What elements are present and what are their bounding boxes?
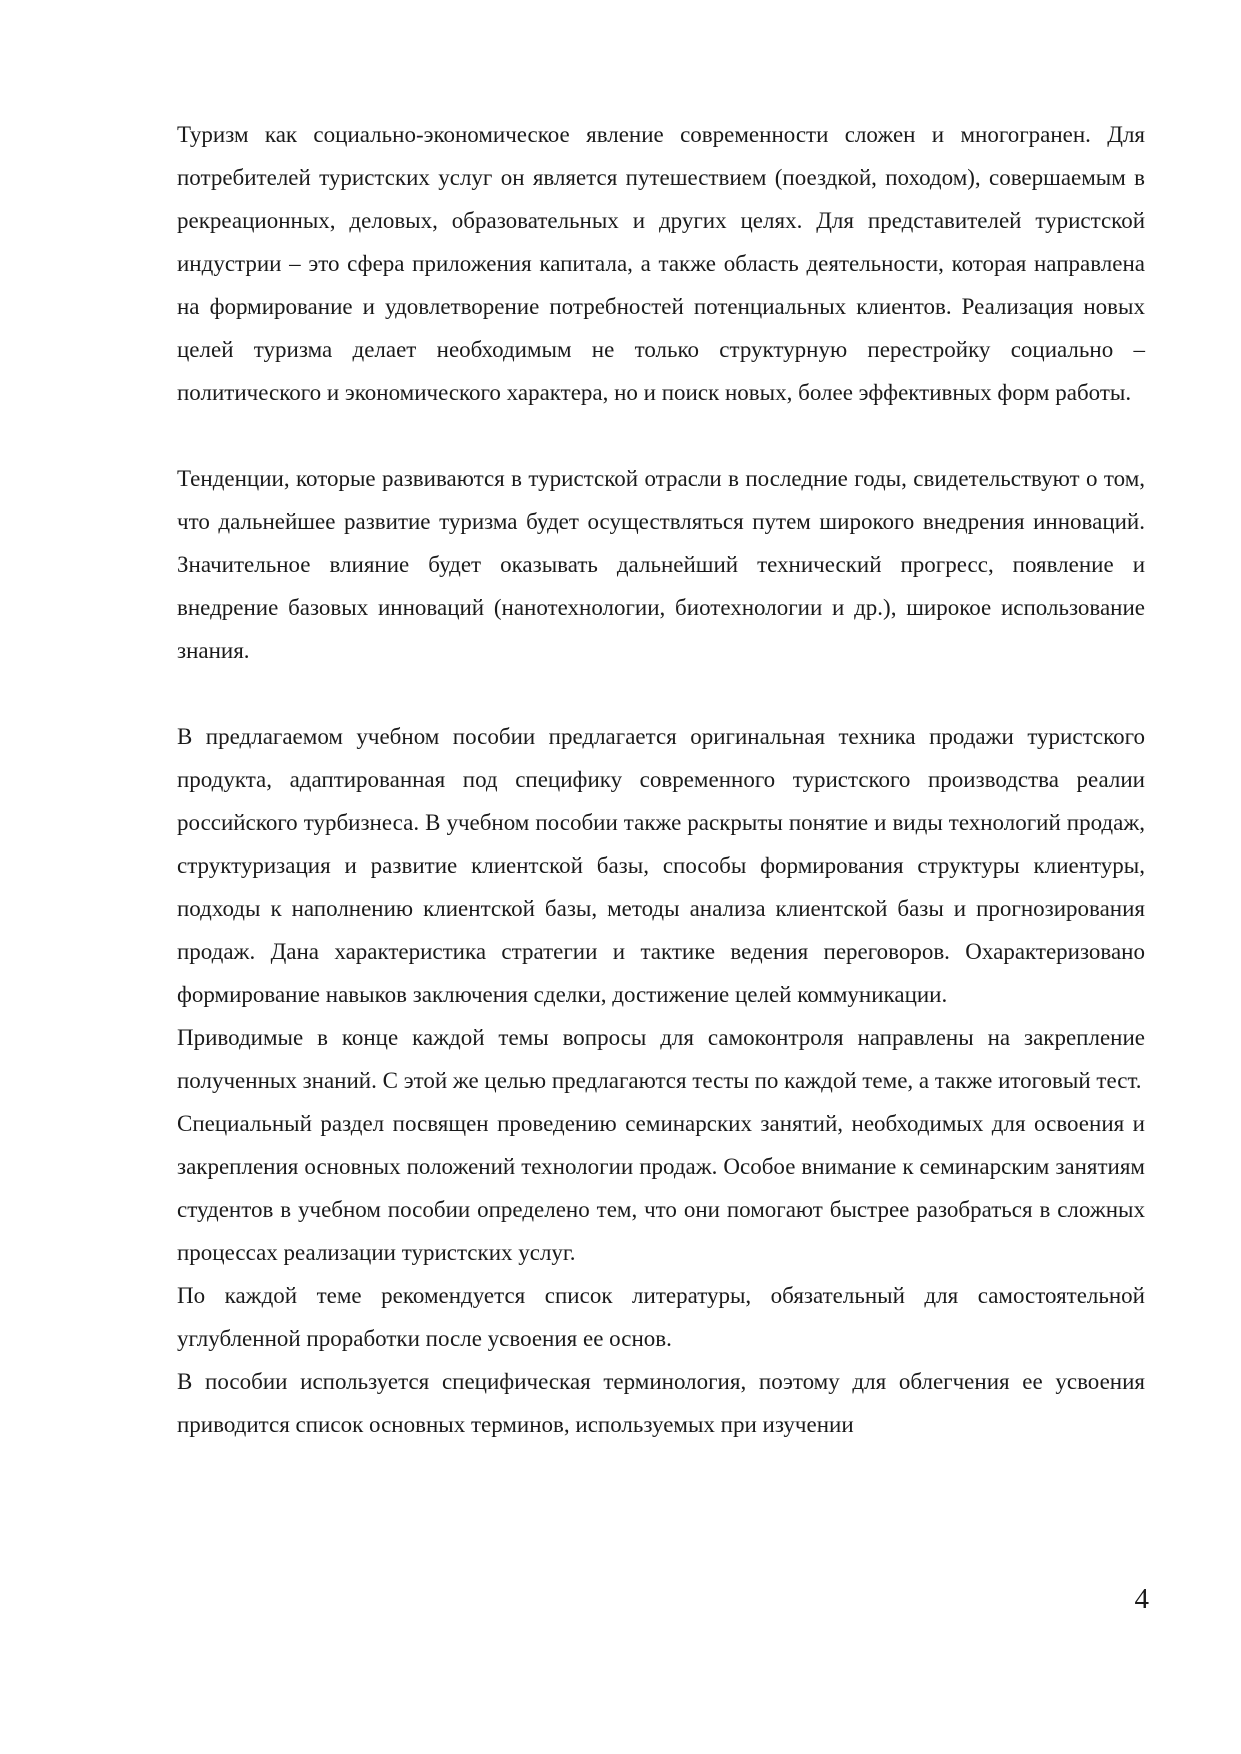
body-text — [177, 113, 1145, 1446]
paragraph-seminars: Специальный раздел посвящен проведению семинарских занятий, необходимых для освоения и закрепления основных положений технологии продаж. Особое внимание к семинарским занятиям студентов в учебном пособии определено тем, что они помогают быстрее разобраться в сложных процессах реализации туристских услуг. — [177, 1111, 1145, 1265]
paragraph-terminology: В пособии используется специфическая терминология, поэтому для облегчения ее усвоения приводится список основных терминов, используемых при изучении — [177, 1369, 1145, 1437]
paragraph-trends: Тенденции, которые развиваются в туристской отрасли в последние годы, свидетельствуют о том, что дальнейшее развитие туризма будет осуществляться путем широкого внедрения инноваций. Значительное влияние будет оказывать дальнейший технический прогресс, появление и внедрение базовых инноваций (нанотехнологии, биотехнологии и др.), широкое использование знания. — [177, 466, 1145, 663]
paragraph-tourism-intro: Туризм как социально-экономическое явление современности сложен и многогранен. Для потребителей туристских услуг он является путешествием (поездкой, походом), совершаемым в рекреационных, деловых, образовательных и других целях. Для представителей туристской индустрии – это сфера приложения капитала, а также область деятельности, которая направлена на формирование и удовлетворение потребностей потенциальных клиентов. Реализация новых целей туризма делает необходимым не только структурную перестройку социально – политического и экономического характера, но и поиск новых, более эффективных форм работы. — [177, 122, 1145, 405]
page-number: 4 — [1134, 1583, 1149, 1615]
paragraph-textbook-overview: В предлагаемом учебном пособии предлагается оригинальная техника продажи туристского продукта, адаптированная под специфику современного туристского производства реалии российского турбизнеса. В учебном пособии также раскрыты понятие и виды технологий продаж, структуризация и развитие клиентской базы, способы формирования структуры клиентуры, подходы к наполнению клиентской базы, методы анализа клиентской базы и прогнозирования продаж. Дана характеристика стратегии и тактике ведения переговоров. Охарактеризовано формирование навыков заключения сделки, достижение целей коммуникации. — [177, 724, 1145, 1007]
paragraph-literature: По каждой теме рекомендуется список литературы, обязательный для самостоятельной углубленной проработки после усвоения ее основ. — [177, 1283, 1145, 1351]
paragraph-self-control: Приводимые в конце каждой темы вопросы для самоконтроля направлены на закрепление полученных знаний. С этой же целью предлагаются тесты по каждой теме, а также итоговый тест. — [177, 1025, 1145, 1093]
